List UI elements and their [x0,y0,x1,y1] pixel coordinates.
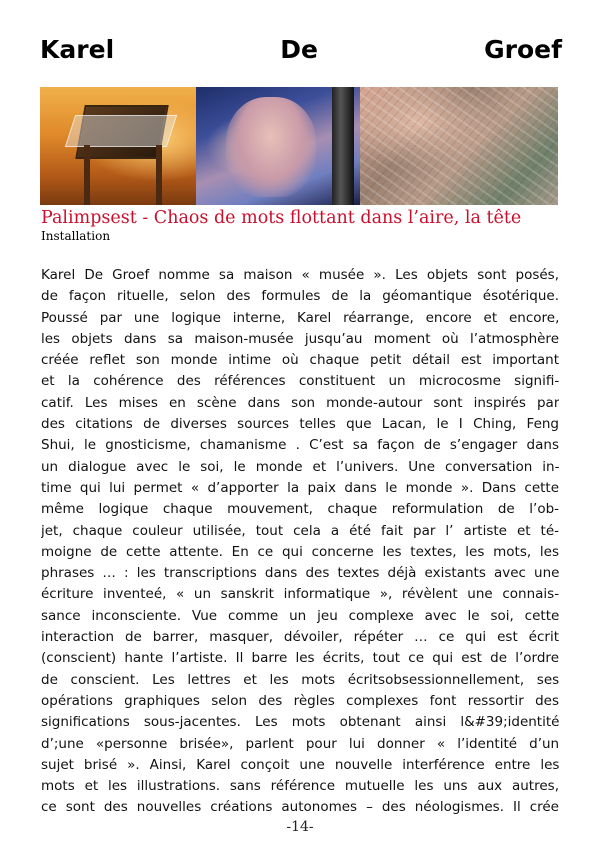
body-line: des citations de diverses sources telles que Lacan, le I Ching, Feng [41,416,559,433]
photo-frame-shape [332,87,354,205]
heading-letter: o [516,35,535,64]
body-line: phrases … : les transcriptions dans des textes déjà existants avec une [41,565,559,582]
body-line: Poussé par une logique interne, Karel réarrange, encore et encore, [41,309,559,326]
body-line: time qui lui permet « d’apporter la paix dans le monde ». Dans cette [41,479,559,496]
photo-etched-glass [360,87,558,205]
body-line: (conscient) hante l’artiste. Il barre les écrits, tout ce qui est de l’ordre [41,650,559,667]
artist-name-heading [40,34,562,66]
page-number: -14- [286,819,314,835]
heading-letter: a [59,35,77,64]
heading-letter: K [40,35,60,64]
body-line: Karel De Groef nomme sa maison « musée ». Les objets sont posés, [41,267,559,283]
body-line: ce sont des nouvelles créations autonomes – des néologismes. Il crée [41,799,559,816]
body-line: un dialogue avec le soi, le monde et l’univers. Une conversation in- [41,458,559,475]
heading-letter: l [105,35,115,64]
body-paragraph [41,265,559,819]
body-line: significations sous-jacentes. Les mots obtenant ainsi l&#39;identité [41,714,559,731]
body-line: de façon rituelle, selon des formules de la géomantique ésotérique. [41,288,559,305]
body-line: écriture inventeé, « un sanskrit informatique », révèlent une connais- [41,586,559,603]
photo-face-shape [226,97,316,197]
heading-letter: r [504,35,517,64]
body-line: catif. Les mises en scène dans son monde-autour sont inspirés par [41,394,559,411]
body-line: mots et les illustrations. sans référence mutuelle les uns aux autres, [41,778,559,795]
photo-leg-shape [84,145,90,205]
body-line: moigne de cette attente. En ce qui concerne les textes, les mots, les [41,543,559,560]
photo-strip [40,87,558,205]
heading-letter: e [534,35,552,64]
body-line: sance inconsciente. Vue comme un jeu complexe avec le soi, cette [41,607,559,624]
body-line: les objets dans sa maison-musée jusqu’au moment où l’atmosphère [41,330,559,347]
body-line: et la cohérence des références constituent un microcosme signifi- [41,373,559,390]
photo-etch-texture [360,87,558,205]
heading-letter: G [484,35,505,64]
artist-word-last [484,34,562,66]
body-line: opérations graphiques selon des règles complexes font ressortir des [41,692,559,709]
heading-letter: r [76,35,89,64]
body-line: d’;une «personne brisée», parlent pour lui donner « l’identité d’un [41,735,559,752]
body-line: créée reflet son monde intime où chaque petit détail est important [41,352,559,369]
body-line: de conscient. Les lettres et les mots écritsobsessionnellement, ses [41,671,559,688]
photo-glass-shape [65,115,177,147]
heading-letter: f [551,35,562,64]
body-line: jet, chaque couleur utilisée, tout cela a été fait par l’ artiste et té- [41,522,559,539]
body-line: même logique chaque mouvement, chaque reformulation de l’ob- [41,501,559,518]
artist-word-middle [280,34,318,66]
heading-letter: e [88,35,106,64]
body-line: sujet brisé ». Ainsi, Karel conçoit une nouvelle interférence entre les [41,756,559,773]
artist-word-first [40,34,114,66]
photo-painted-portrait [196,87,360,205]
body-line: Shui, le gnosticisme, chamanisme . C’est sa façon de s’engager dans [41,437,559,454]
body-line: interaction de barrer, masquer, dévoiler, répéter … ce qui est écrit [41,629,559,646]
heading-letter: e [301,35,318,64]
photo-display-case [40,87,196,205]
artwork-medium: Installation [41,229,111,243]
artwork-title: Palimpsest - Chaos de mots flottant dans l’aire, la tête [41,208,522,228]
photo-leg-shape [156,145,162,205]
heading-letter: D [280,35,301,64]
